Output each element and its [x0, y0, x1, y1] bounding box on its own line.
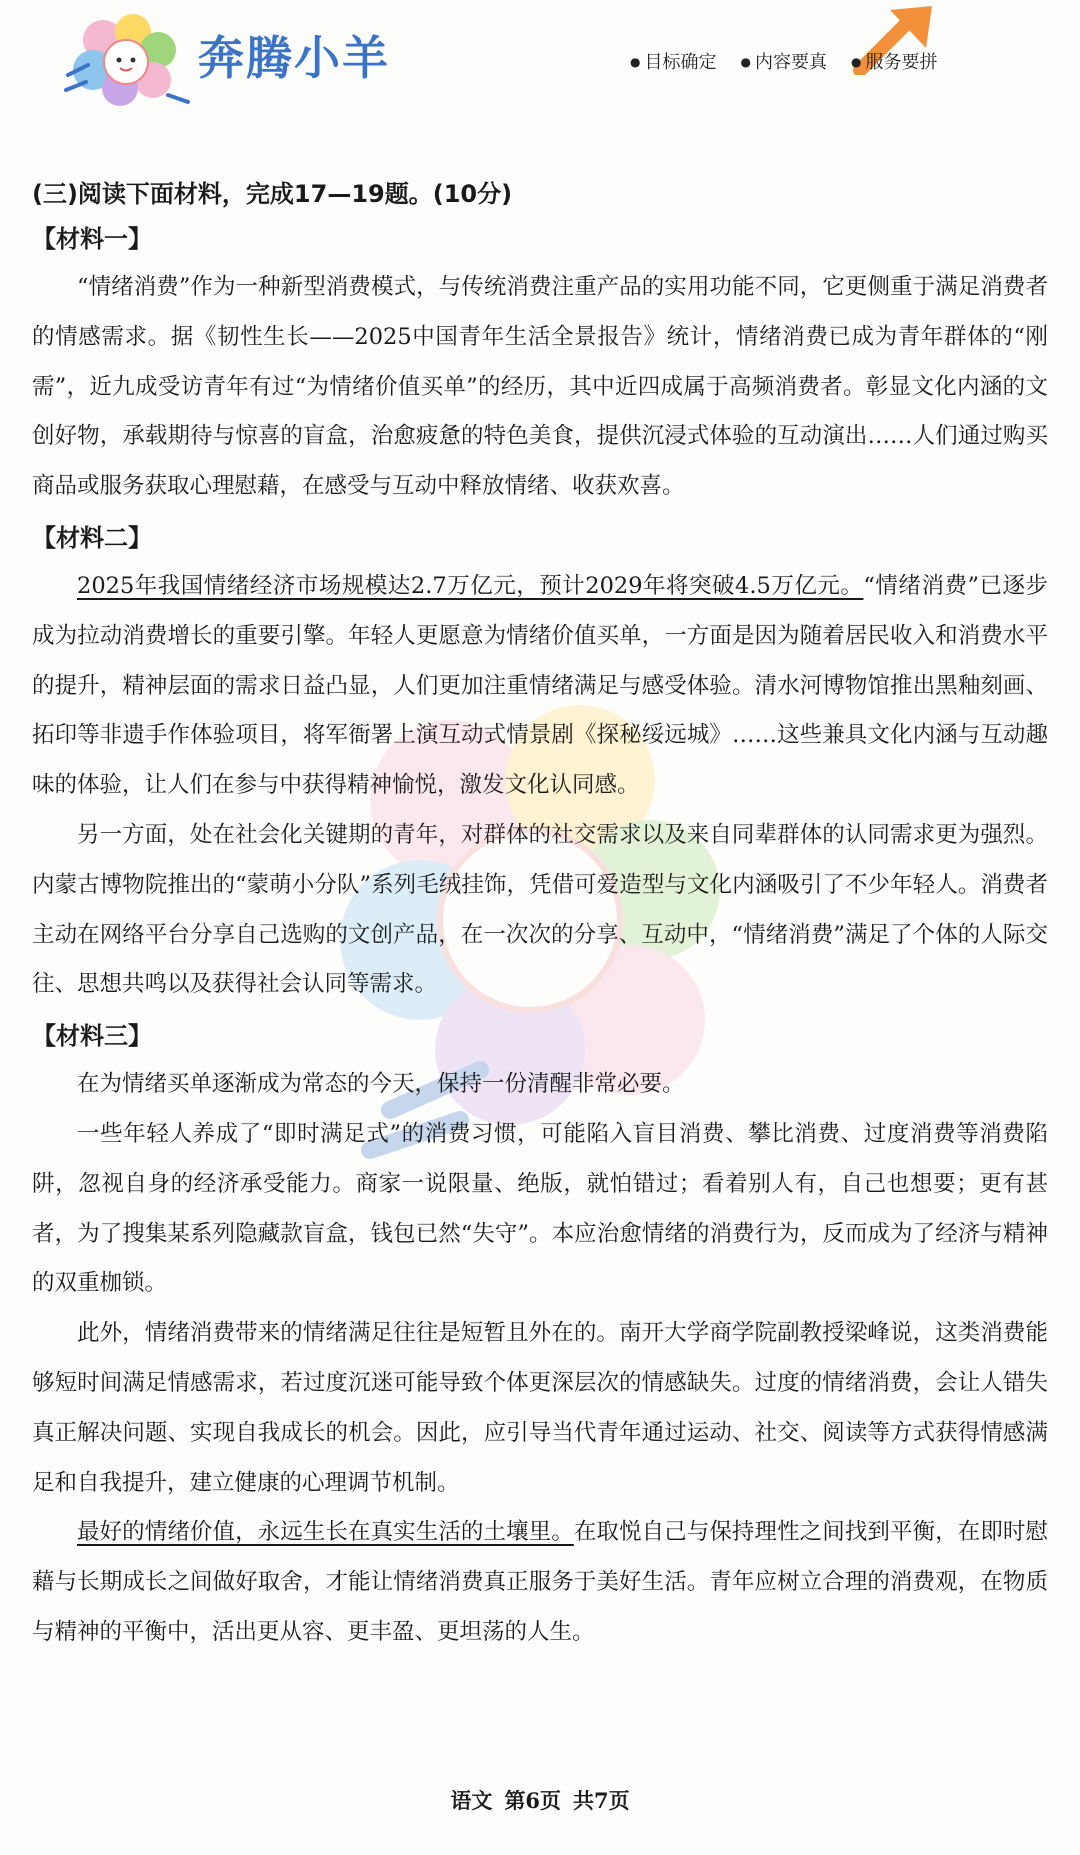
material-3-paragraph-3: 此外，情绪消费带来的情绪满足往往是短暂且外在的。南开大学商学院副教授梁峰说，这类消费能够短时间满足情感需求，若过度沉迷可能导致个体更深层次的情感缺失。过度的情绪消费，会让人错失真正解决问题、实现自我成长的机会。因此，应引导当代青年通过运动、社交、阅读等方式获得情感满足和自我提升，建立健康的心理调节机制。 — [32, 1320, 1048, 1496]
brand-logo-icon — [58, 10, 193, 115]
taglines — [630, 48, 961, 74]
brand-name: 奔腾小羊 — [198, 31, 390, 85]
exam-content — [32, 175, 1048, 1658]
footer-page: 第6页 — [504, 1788, 561, 1813]
material-2-heading: 【材料二】 — [32, 523, 152, 552]
tagline-1: ● 目标确定 — [630, 52, 716, 73]
tagline-3: ● 服务要拼 — [851, 52, 937, 73]
material-3-paragraph-4 — [32, 1508, 1048, 1657]
paragraph-text: “情绪消费”已逐步成为拉动消费增长的重要引擎。年轻人更愿意为情绪价值买单，一方面是因为随着居民收入和消费水平的提升，精神层面的需求日益凸显，人们更加注重情绪满足与感受体验。清水河博物馆推出黑釉刻画、拓印等非遗手作体验项目，将军衙署上演互动式情景剧《探秘绥远城》……这些兼具文化内涵与互动趣味的体验，让人们在参与中获得精神愉悦，激发文化认同感。 — [32, 572, 1048, 799]
page-header — [0, 0, 1080, 130]
underlined-sentence: 2025年我国情绪经济市场规模达2.7万亿元，预计2029年将突破4.5万亿元。 — [77, 572, 864, 599]
material-1-paragraph: “情绪消费”作为一种新型消费模式，与传统消费注重产品的实用功能不同，它更侧重于满足消费者的情感需求。据《韧性生长——2025中国青年生活全景报告》统计，情绪消费已成为青年群体的“刚需”，近九成受访青年有过“为情绪价值买单”的经历，其中近四成属于高频消费者。彰显文化内涵的文创好物，承载期待与惊喜的盲盒，治愈疲惫的特色美食，提供沉浸式体验的互动演出……人们通过购买商品或服务获取心理慰藉，在感受与互动中释放情绪、收获欢喜。 — [32, 274, 1048, 500]
footer-total: 共7页 — [573, 1788, 630, 1813]
underlined-sentence: 最好的情绪价值，永远生长在真实生活的土壤里。 — [77, 1519, 574, 1546]
material-3-paragraph-2: 一些年轻人养成了“即时满足式”的消费习惯，可能陷入盲目消费、攀比消费、过度消费等消费陷阱，忽视自身的经济承受能力。商家一说限量、绝版，就怕错过；看着别人有，自己也想要；更有甚者，为了搜集某系列隐藏款盲盒，钱包已然“失守”。本应治愈情绪的消费行为，反而成为了经济与精神的双重枷锁。 — [32, 1120, 1048, 1297]
material-3-paragraph-1: 在为情绪买单逐渐成为常态的今天，保持一份清醒非常必要。 — [77, 1071, 685, 1098]
footer-subject: 语文 — [450, 1788, 493, 1813]
tagline-2: ● 内容要真 — [740, 52, 826, 73]
material-2-paragraph-2: 另一方面，处在社会化关键期的青年，对群体的社交需求以及来自同辈群体的认同需求更为强烈。内蒙古博物院推出的“蒙萌小分队”系列毛绒挂饰，凭借可爱造型与文化内涵吸引了不少年轻人。消费者主动在网络平台分享自己选购的文创产品，在一次次的分享、互动中，“情绪消费”满足了个体的人际交往、思想共鸣以及获得社会认同等需求。 — [32, 821, 1048, 998]
paragraph-text: 在取悦自己与保持理性之间找到平衡，在即时慰藉与长期成长之间做好取舍，才能让情绪消费真正服务于美好生活。青年应树立合理的消费观，在物质与精神的平衡中，活出更从容、更丰盈、更坦荡的人生。 — [32, 1519, 1048, 1645]
material-1-heading: 【材料一】 — [32, 225, 152, 253]
material-2-paragraph-1 — [32, 562, 1048, 811]
section-title: (三)阅读下面材料，完成17—19题。(10分) — [32, 180, 513, 208]
material-3-heading: 【材料三】 — [32, 1022, 152, 1051]
page-footer — [0, 1785, 1080, 1815]
